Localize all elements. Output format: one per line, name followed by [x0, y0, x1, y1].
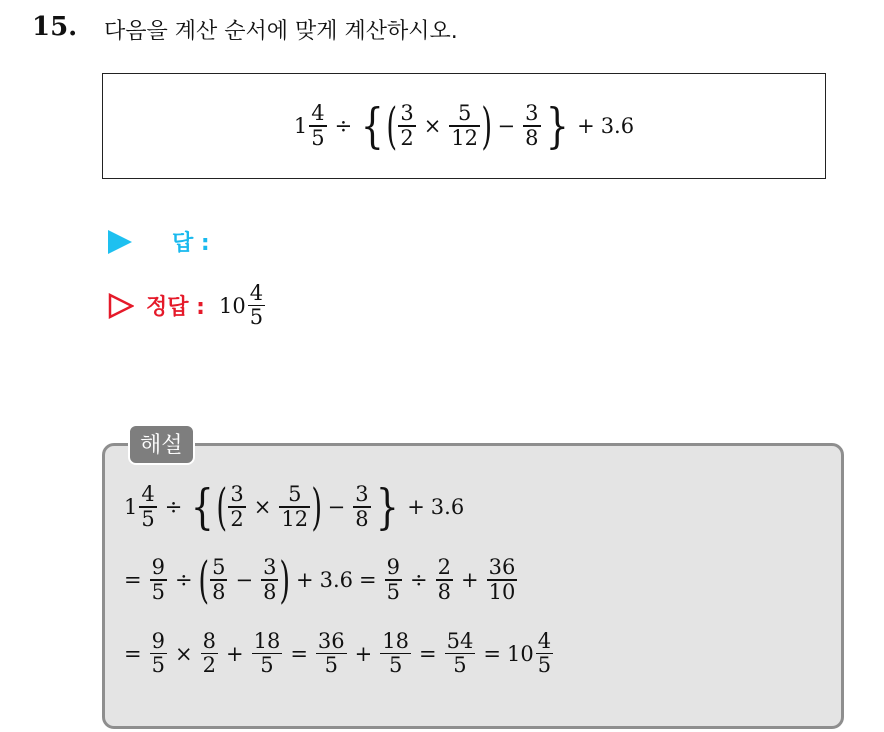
correct-answer-label: 정답 :	[146, 295, 205, 321]
fraction	[228, 483, 245, 531]
solution-line-3	[124, 630, 555, 678]
operator: ×	[253, 495, 272, 519]
question-number: 15.	[32, 12, 78, 42]
numerator: 9	[386, 555, 400, 580]
operator: +	[577, 114, 595, 138]
numerator: 8	[202, 629, 216, 653]
operator: =	[359, 568, 377, 592]
numerator: 3	[355, 482, 369, 507]
fraction	[316, 630, 347, 678]
numerator: 4	[141, 482, 155, 507]
numerator: 9	[151, 555, 165, 580]
denominator: 10	[488, 579, 516, 604]
fraction	[210, 556, 227, 604]
denominator: 5	[151, 653, 165, 678]
operator: +	[407, 495, 425, 519]
denominator: 12	[281, 506, 309, 531]
left-paren: (	[197, 551, 209, 609]
denominator: 12	[451, 125, 479, 150]
denominator: 8	[355, 506, 369, 531]
fraction	[252, 630, 283, 678]
solution-line-2	[124, 551, 519, 609]
question-text: 다음을 계산 순서에 맞게 계산하시오.	[104, 19, 458, 44]
operator: ÷	[409, 568, 428, 592]
denominator: 8	[263, 579, 277, 604]
fraction	[150, 630, 167, 678]
left-paren: (	[216, 478, 228, 536]
numerator: 4	[311, 101, 325, 126]
play-triangle-icon	[108, 230, 132, 254]
fraction	[385, 556, 402, 604]
numerator: 4	[249, 281, 264, 305]
expression	[293, 97, 635, 155]
operator: =	[483, 641, 501, 666]
operator: ×	[423, 114, 442, 138]
numerator: 3	[263, 555, 277, 580]
numerator: 18	[382, 629, 409, 653]
operator: ÷	[334, 114, 353, 138]
numerator: 3	[230, 482, 244, 507]
numerator: 9	[151, 629, 165, 653]
fraction	[279, 483, 310, 531]
operator: −	[497, 114, 516, 138]
mixed-whole: 1	[124, 495, 138, 519]
denominator: 5	[388, 653, 403, 678]
operator: ×	[174, 641, 193, 666]
fraction	[309, 102, 326, 150]
operator: =	[290, 641, 308, 666]
decimal: 3.6	[319, 568, 353, 592]
numerator: 3	[400, 101, 414, 126]
fraction	[353, 483, 370, 531]
right-brace: }	[545, 98, 569, 154]
operator: +	[225, 641, 244, 666]
solution-tag: 해설	[128, 424, 195, 465]
correct-answer-value	[219, 282, 267, 330]
denominator: 2	[230, 506, 244, 531]
fraction	[150, 556, 167, 604]
denominator: 8	[437, 579, 451, 604]
denominator: 8	[212, 579, 226, 604]
denominator: 5	[151, 579, 165, 604]
fraction	[261, 556, 278, 604]
fraction	[523, 102, 540, 150]
decimal: 3.6	[430, 495, 465, 519]
numerator: 36	[317, 629, 345, 653]
operator: +	[295, 568, 314, 592]
fraction	[248, 282, 265, 330]
denominator: 2	[400, 125, 414, 150]
operator: =	[419, 641, 437, 666]
denominator: 5	[386, 579, 400, 604]
correct-answer-row	[108, 282, 267, 330]
denominator: 5	[537, 653, 552, 678]
answer-row	[108, 226, 210, 257]
operator: +	[354, 641, 373, 666]
operator: −	[235, 568, 254, 592]
numerator: 3	[525, 101, 539, 126]
numerator: 5	[288, 482, 302, 507]
operator: ÷	[164, 495, 183, 519]
operator: −	[327, 495, 346, 519]
left-brace: {	[361, 98, 384, 154]
fraction	[436, 556, 453, 604]
denominator: 8	[525, 125, 539, 150]
left-brace: {	[191, 479, 215, 535]
numerator: 2	[437, 555, 451, 580]
mixed-whole: 10	[506, 641, 534, 666]
denominator: 5	[249, 305, 264, 330]
numerator: 4	[537, 629, 552, 653]
right-paren: )	[279, 551, 291, 609]
answer-label: 답 :	[172, 231, 210, 256]
numerator: 18	[253, 629, 281, 653]
denominator: 5	[141, 506, 155, 531]
outline-triangle-icon	[108, 293, 134, 319]
expression-box	[102, 73, 826, 179]
fraction	[201, 630, 218, 678]
mixed-whole: 10	[218, 293, 246, 318]
operator: =	[124, 568, 142, 592]
denominator: 5	[311, 125, 325, 150]
numerator: 36	[488, 555, 516, 580]
right-paren: )	[311, 478, 323, 536]
operator: =	[124, 641, 142, 666]
decimal: 3.6	[600, 114, 635, 138]
fraction	[380, 630, 411, 678]
numerator: 5	[457, 101, 472, 126]
denominator: 5	[324, 653, 338, 678]
fraction	[398, 102, 415, 150]
operator: ÷	[174, 568, 193, 592]
right-paren: )	[481, 97, 493, 155]
operator: +	[460, 568, 479, 592]
numerator: 54	[446, 629, 474, 653]
fraction	[449, 102, 480, 150]
mixed-whole: 1	[293, 114, 308, 138]
solution-line-1	[124, 478, 465, 536]
right-brace: }	[375, 479, 399, 535]
fraction	[139, 483, 156, 531]
left-paren: (	[386, 97, 397, 155]
denominator: 5	[453, 653, 467, 678]
fraction	[536, 630, 553, 678]
fraction	[487, 556, 518, 604]
denominator: 2	[202, 653, 216, 678]
fraction	[445, 630, 476, 678]
numerator: 5	[212, 555, 226, 580]
denominator: 5	[260, 653, 274, 678]
